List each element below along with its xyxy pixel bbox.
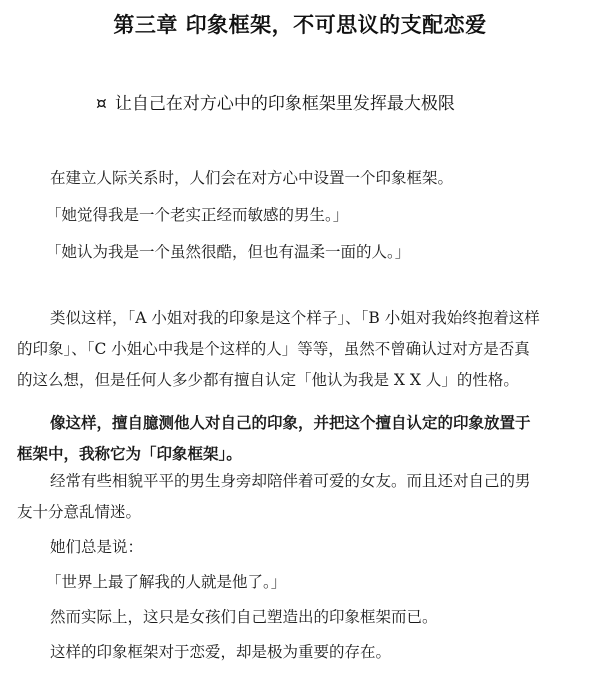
- currency-sign-icon: ¤: [96, 94, 107, 114]
- paragraph-they-say: [50, 532, 600, 563]
- text-line: 在建立人际关系时，人们会在对方心中设置一个印象框架。: [50, 169, 454, 187]
- quote-3: [46, 567, 599, 598]
- text-line: 类似这样，「A 小姐对我的印象是这个样子」、「B 小姐对我始终抱着这样: [50, 309, 540, 327]
- text-line: 经常有些相貌平平的男生身旁却陪伴着可爱的女友。而且还对自己的男: [50, 472, 531, 490]
- paragraph-definition: [17, 407, 570, 469]
- quote-1: [46, 200, 599, 231]
- quote-2: [46, 237, 599, 268]
- paragraph-boyfriend: [17, 466, 570, 528]
- text-line: 她们总是说：: [50, 538, 144, 556]
- paragraph-examples: [17, 303, 570, 396]
- text-line: 的这么想，但是任何人多少都有擅自认定「他认为我是 X X 人」的性格。: [17, 371, 519, 389]
- chapter-title: 第三章 印象框架，不可思议的支配恋爱: [113, 13, 487, 37]
- text-line: 像这样，擅自臆测他人对自己的印象，并把这个擅自认定的印象放置于: [50, 413, 531, 432]
- text-line: 「世界上最了解我的人就是他了。」: [46, 573, 287, 591]
- text-line: 然而实际上，这只是女孩们自己塑造出的印象框架而已。: [50, 608, 438, 626]
- text-line: 友十分意乱情迷。: [17, 503, 142, 521]
- paragraph-intro: [50, 163, 600, 194]
- section-heading: [96, 91, 455, 117]
- text-line: 「她觉得我是一个老实正经而敏感的男生。」: [46, 206, 349, 224]
- text-line: 「她认为我是一个虽然很酷，但也有温柔一面的人。」: [46, 243, 411, 261]
- text-line: 的印象」、「C 小姐心中我是个这样的人」等等，虽然不曾确认过对方是否真: [17, 340, 530, 358]
- paragraph-importance: [50, 637, 600, 668]
- paragraph-actually: [50, 602, 600, 633]
- text-line: 框架中，我称它为「印象框架」。: [17, 444, 242, 463]
- section-title-text: 让自己在对方心中的印象框架里发挥最大极限: [114, 94, 455, 114]
- text-line: 这样的印象框架对于恋爱，却是极为重要的存在。: [50, 643, 392, 661]
